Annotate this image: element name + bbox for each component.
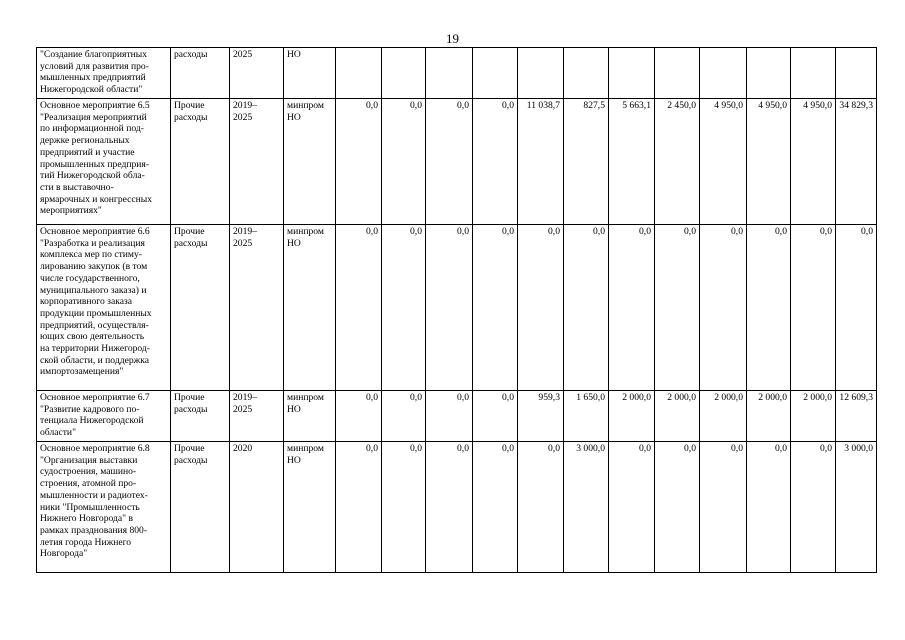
amount-cell: 12 609,3 bbox=[836, 391, 877, 442]
amount-cell: 0,0 bbox=[426, 99, 473, 225]
amount-cell: 4 950,0 bbox=[747, 99, 791, 225]
amount-cell bbox=[473, 48, 518, 99]
amount-cell: 0,0 bbox=[426, 442, 473, 573]
executor-cell: минпром НО bbox=[284, 99, 336, 225]
amount-cell: 0,0 bbox=[836, 225, 877, 391]
amount-cell: 2 450,0 bbox=[655, 99, 700, 225]
activity-name-cell: Основное мероприятие 6.8 "Организация выставки судостроения, машино- строения, атомной про- мышленности и радиотех- ники "Промышленность Нижнего Новгорода" в рамках празднования 800- летия города Нижнего Новгорода" bbox=[37, 442, 171, 573]
amount-cell bbox=[336, 48, 382, 99]
amount-cell: 3 000,0 bbox=[564, 442, 609, 573]
amount-cell bbox=[791, 48, 836, 99]
amount-cell bbox=[609, 48, 655, 99]
amount-cell bbox=[382, 48, 426, 99]
period-cell: 2019– 2025 bbox=[230, 391, 284, 442]
amount-cell: 0,0 bbox=[655, 225, 700, 391]
activity-name-cell: Основное мероприятие 6.5 "Реализация мероприятий по информационной под- держке региональных предприятий и участие промышленных предприя- тий Нижегородской обла- сти в выставочно- ярмарочных и конгрессных мероприятиях" bbox=[37, 99, 171, 225]
amount-cell: 0,0 bbox=[791, 442, 836, 573]
expense-type-cell: Прочие расходы bbox=[171, 99, 230, 225]
amount-cell: 0,0 bbox=[791, 225, 836, 391]
amount-cell: 827,5 bbox=[564, 99, 609, 225]
amount-cell: 2 000,0 bbox=[791, 391, 836, 442]
amount-cell bbox=[700, 48, 747, 99]
executor-cell: НО bbox=[284, 48, 336, 99]
amount-cell: 0,0 bbox=[382, 99, 426, 225]
table-row bbox=[37, 442, 877, 573]
amount-cell: 0,0 bbox=[518, 442, 564, 573]
amount-cell: 1 650,0 bbox=[564, 391, 609, 442]
amount-cell bbox=[518, 48, 564, 99]
amount-cell: 0,0 bbox=[473, 391, 518, 442]
amount-cell: 0,0 bbox=[336, 99, 382, 225]
amount-cell: 0,0 bbox=[609, 225, 655, 391]
table-row bbox=[37, 99, 877, 225]
amount-cell: 0,0 bbox=[382, 442, 426, 573]
expense-type-cell: Прочие расходы bbox=[171, 391, 230, 442]
amount-cell bbox=[655, 48, 700, 99]
amount-cell: 3 000,0 bbox=[836, 442, 877, 573]
budget-table bbox=[36, 47, 877, 573]
period-cell: 2020 bbox=[230, 442, 284, 573]
amount-cell: 0,0 bbox=[382, 225, 426, 391]
amount-cell: 5 663,1 bbox=[609, 99, 655, 225]
amount-cell: 0,0 bbox=[518, 225, 564, 391]
expense-type-cell: расходы bbox=[171, 48, 230, 99]
amount-cell: 0,0 bbox=[473, 99, 518, 225]
executor-cell: минпром НО bbox=[284, 225, 336, 391]
period-cell: 2025 bbox=[230, 48, 284, 99]
activity-name-cell: "Создание благоприятных условий для развития про- мышленных предприятий Нижегородской области" bbox=[37, 48, 171, 99]
amount-cell: 2 000,0 bbox=[747, 391, 791, 442]
amount-cell: 4 950,0 bbox=[700, 99, 747, 225]
amount-cell: 2 000,0 bbox=[655, 391, 700, 442]
amount-cell: 0,0 bbox=[700, 442, 747, 573]
amount-cell: 4 950,0 bbox=[791, 99, 836, 225]
amount-cell: 34 829,3 bbox=[836, 99, 877, 225]
amount-cell: 0,0 bbox=[336, 442, 382, 573]
amount-cell: 11 038,7 bbox=[518, 99, 564, 225]
executor-cell: минпром НО bbox=[284, 391, 336, 442]
amount-cell bbox=[836, 48, 877, 99]
amount-cell: 0,0 bbox=[426, 391, 473, 442]
table-row bbox=[37, 391, 877, 442]
amount-cell: 0,0 bbox=[473, 225, 518, 391]
amount-cell: 0,0 bbox=[426, 225, 473, 391]
expense-type-cell: Прочие расходы bbox=[171, 225, 230, 391]
amount-cell: 0,0 bbox=[609, 442, 655, 573]
table-row bbox=[37, 225, 877, 391]
amount-cell bbox=[747, 48, 791, 99]
executor-cell: минпром НО bbox=[284, 442, 336, 573]
amount-cell: 0,0 bbox=[336, 225, 382, 391]
amount-cell: 0,0 bbox=[747, 225, 791, 391]
amount-cell: 0,0 bbox=[700, 225, 747, 391]
expense-type-cell: Прочие расходы bbox=[171, 442, 230, 573]
period-cell: 2019– 2025 bbox=[230, 225, 284, 391]
amount-cell bbox=[564, 48, 609, 99]
period-cell: 2019– 2025 bbox=[230, 99, 284, 225]
page-number: 19 bbox=[446, 31, 459, 46]
amount-cell: 2 000,0 bbox=[609, 391, 655, 442]
amount-cell: 959,3 bbox=[518, 391, 564, 442]
activity-name-cell: Основное мероприятие 6.7 "Развитие кадрового по- тенциала Нижегородской области" bbox=[37, 391, 171, 442]
amount-cell bbox=[426, 48, 473, 99]
amount-cell: 0,0 bbox=[336, 391, 382, 442]
activity-name-cell: Основное мероприятие 6.6 "Разработка и реализация комплекса мер по стиму- лированию закупок (в том числе государственного, муниципального заказа) и корпоративного заказа продукции промышленных предприятий, осуществля- ющих свою деятельность на территории Нижегород- ской области, и поддержка импортозамещения" bbox=[37, 225, 171, 391]
amount-cell: 0,0 bbox=[473, 442, 518, 573]
amount-cell: 0,0 bbox=[655, 442, 700, 573]
amount-cell: 2 000,0 bbox=[700, 391, 747, 442]
amount-cell: 0,0 bbox=[564, 225, 609, 391]
table-row bbox=[37, 48, 877, 99]
amount-cell: 0,0 bbox=[382, 391, 426, 442]
amount-cell: 0,0 bbox=[747, 442, 791, 573]
